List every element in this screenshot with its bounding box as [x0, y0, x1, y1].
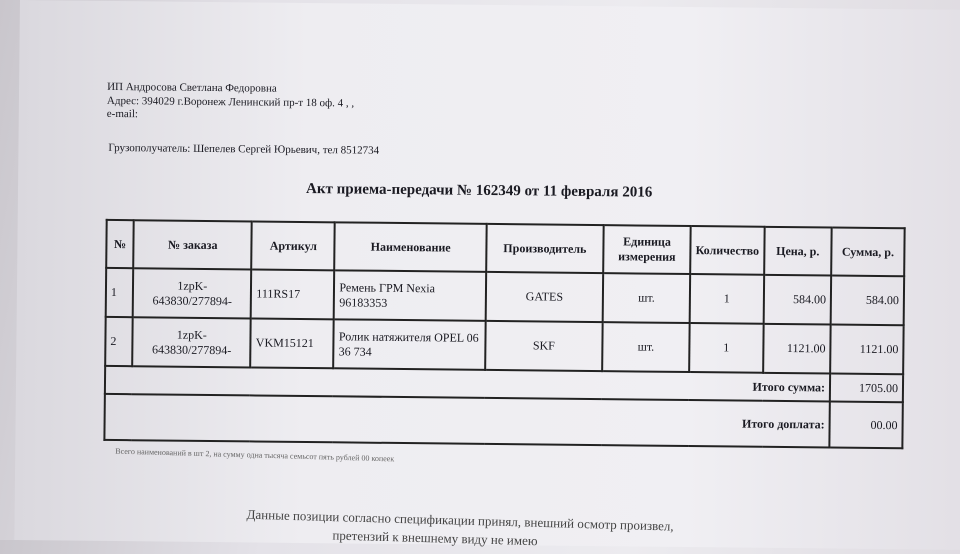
items-table — [103, 219, 905, 449]
cell-article: 111RS17 — [251, 269, 334, 319]
table-row — [106, 268, 904, 325]
cell-unit: шт. — [602, 322, 690, 372]
extra-row — [104, 394, 902, 448]
cell-unit: шт. — [603, 273, 691, 323]
header-cell: № — [106, 220, 134, 268]
footer-line-1: Данные позиции согласно спецификации принял, внешний осмотр произвел, — [246, 506, 674, 534]
header-cell: Количество — [690, 226, 764, 275]
cell-maker: SKF — [485, 321, 602, 371]
cell-sum: 584.00 — [831, 276, 904, 326]
extra-label: Итого доплата: — [104, 394, 830, 448]
document-title: Акт приема-передачи № 162349 от 11 февраля 2016 — [305, 181, 653, 201]
cell-maker: GATES — [486, 272, 603, 322]
cell-order: 1zpK-643830/277894- — [132, 317, 251, 367]
header-cell: Производитель — [486, 224, 603, 273]
total-label: Итого сумма: — [105, 366, 830, 402]
cell-sum: 1121.00 — [830, 325, 903, 375]
table-row — [105, 317, 903, 374]
summary-note: Всего наименований в шт 2, на сумму одна тысяча семьсот пять рублей 00 копеек — [115, 446, 395, 464]
cell-qty: 1 — [690, 274, 764, 324]
cell-name: Ролик натяжителя OPEL 06 36 734 — [334, 319, 486, 370]
seller-name: ИП Андросова Светлана Федоровна — [107, 80, 277, 95]
header-cell: № заказа — [133, 220, 252, 269]
header-cell: Артикул — [252, 221, 335, 270]
extra-value: 00.00 — [829, 402, 902, 449]
footer-line-2: претензий к внешнему виду не имею — [332, 527, 538, 549]
cell-order: 1zpK-643830/277894- — [133, 268, 252, 318]
cell-price: 1121.00 — [763, 324, 831, 374]
table-header-row — [106, 220, 904, 276]
total-value: 1705.00 — [830, 374, 903, 403]
cell-price: 584.00 — [763, 275, 831, 325]
cell-name: Ремень ГРМ Nexia 96183353 — [334, 270, 486, 321]
cell-number: 2 — [105, 317, 133, 366]
seller-address: Адрес: 394029 г.Воронеж Ленинский пр-т 18 оф. 4 , , — [106, 94, 355, 110]
header-cell: Сумма, р. — [831, 228, 904, 277]
header-cell: Единица измерения — [603, 225, 691, 274]
cell-number: 1 — [106, 268, 134, 317]
cell-article: VKM15121 — [251, 318, 334, 368]
header-cell: Наименование — [335, 222, 487, 272]
document-page — [14, 0, 960, 550]
consignee: Грузополучатель: Шепелев Сергей Юрьевич, тел 8512734 — [108, 141, 380, 157]
seller-email: e-mail: — [106, 107, 139, 121]
cell-qty: 1 — [689, 323, 763, 373]
header-cell: Цена, р. — [764, 227, 832, 276]
